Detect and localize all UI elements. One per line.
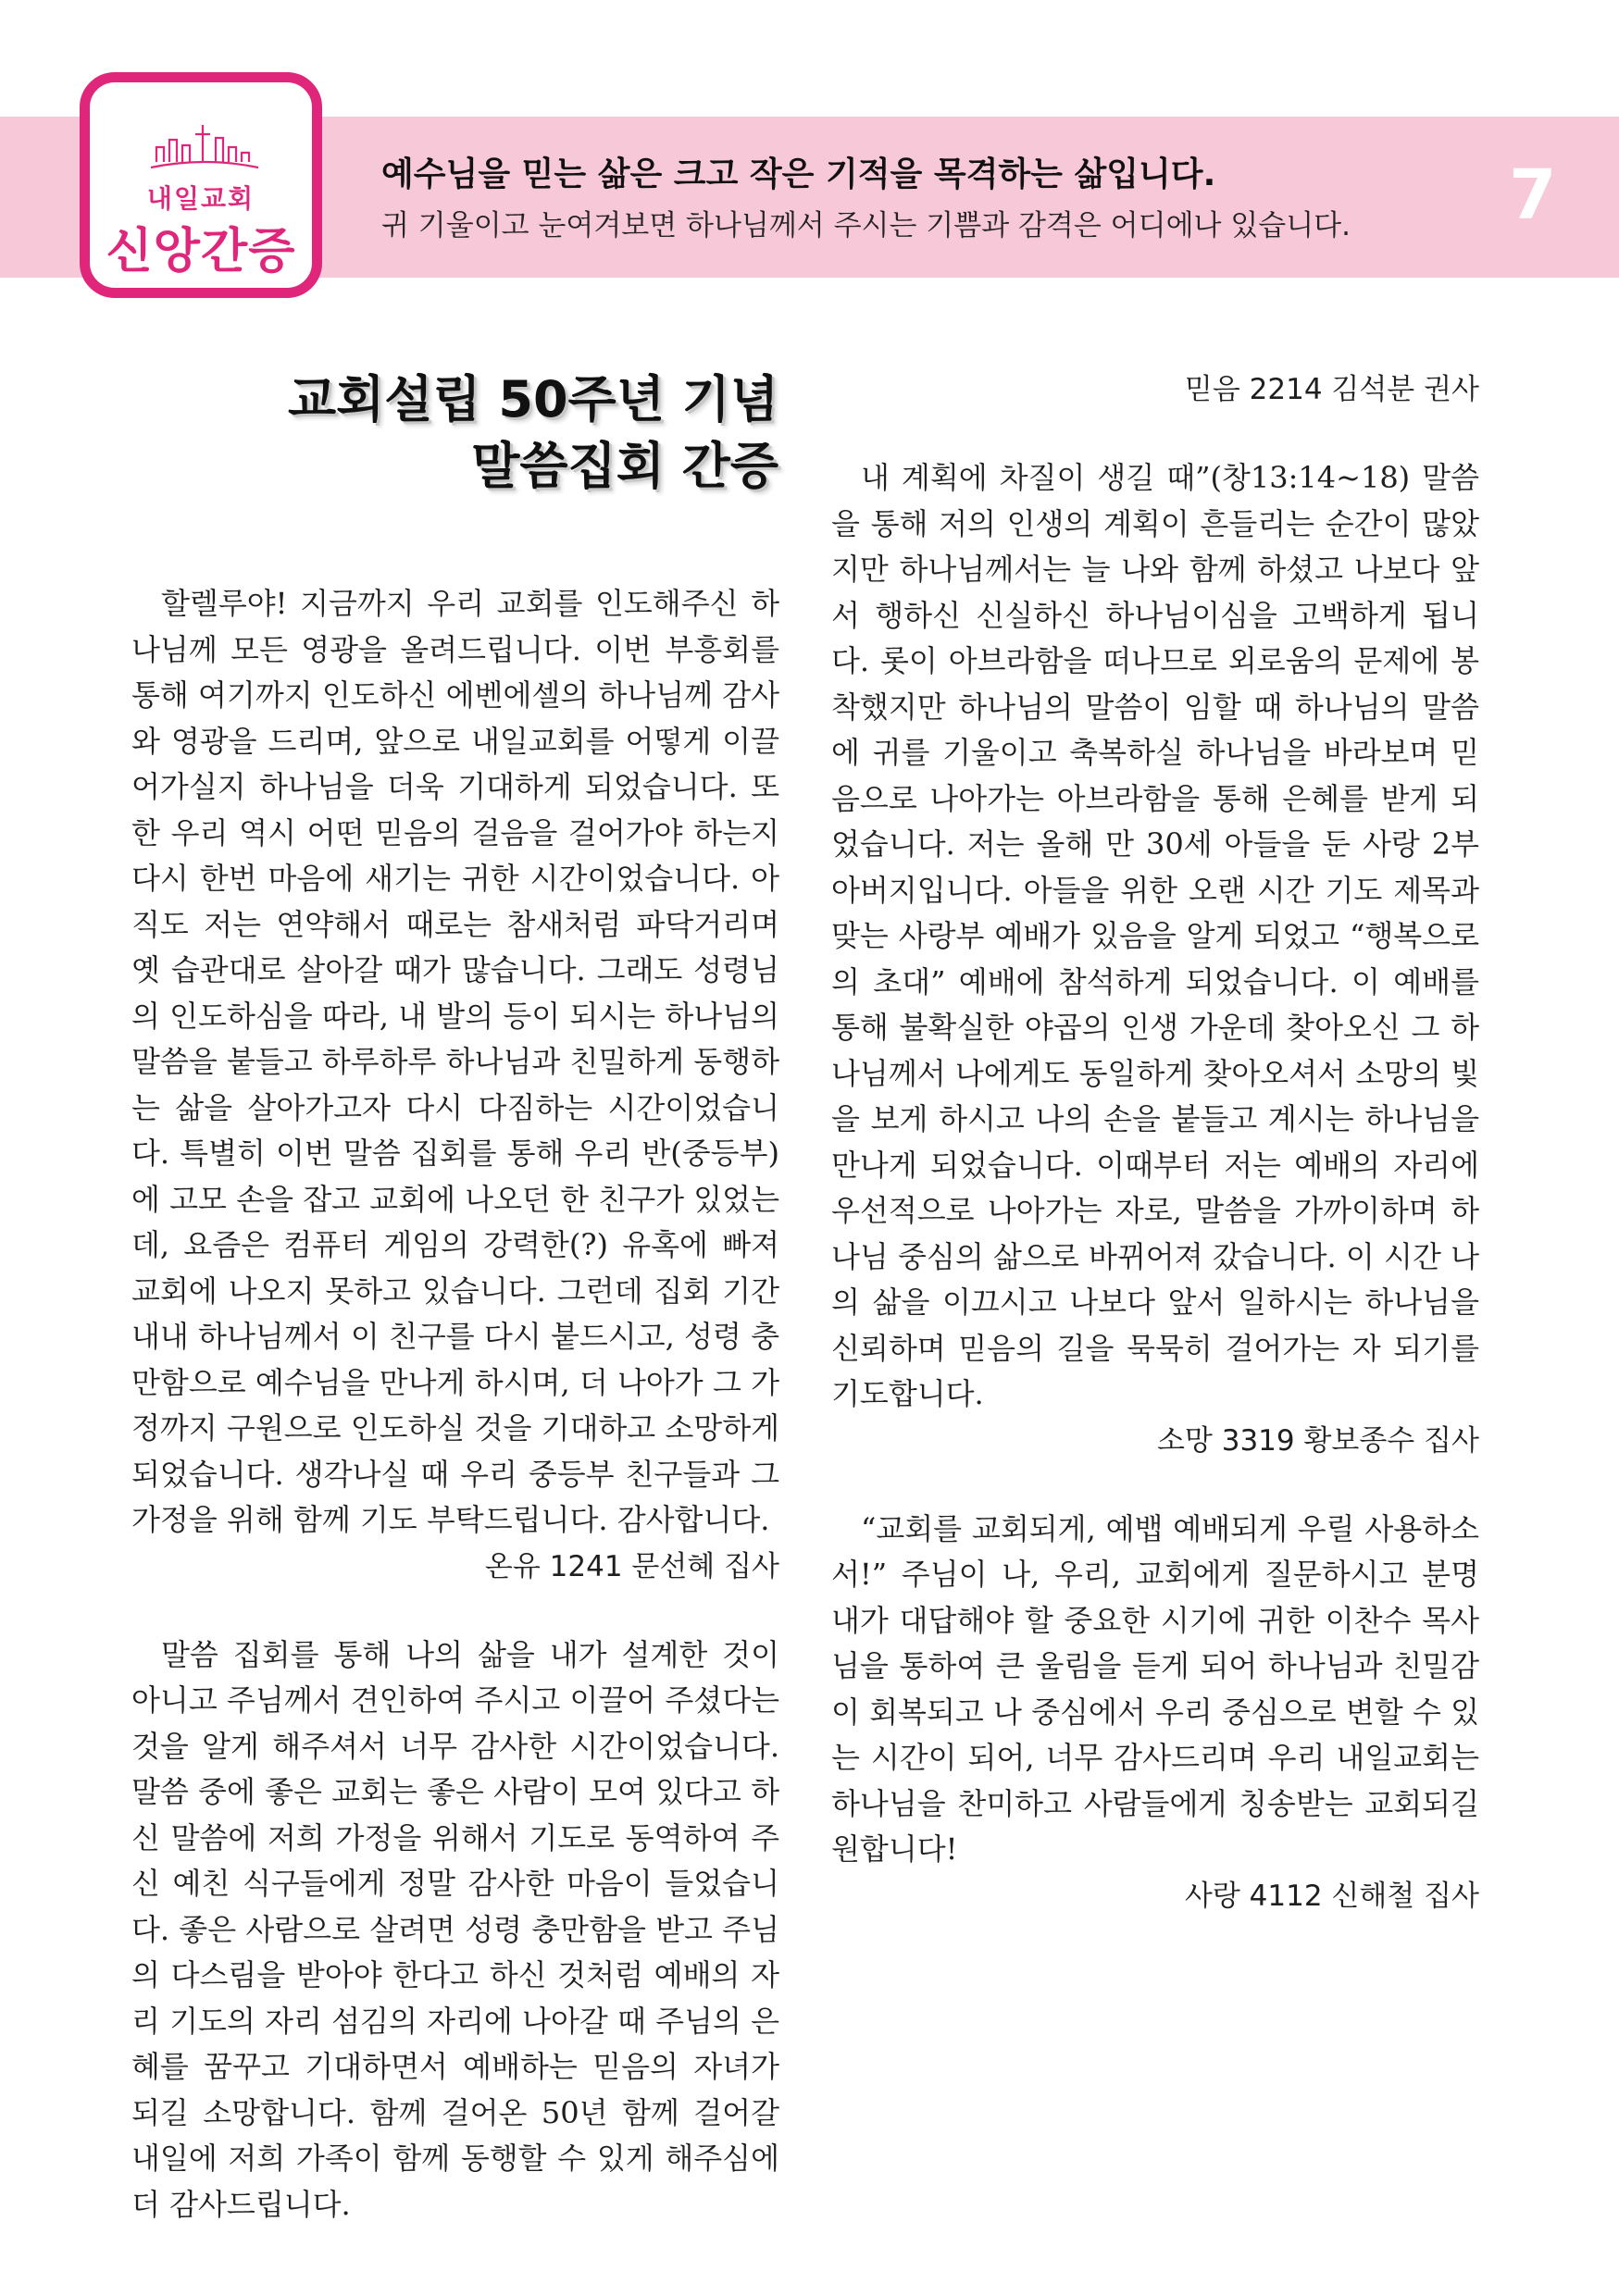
church-name: 내일교회 xyxy=(146,183,255,214)
header-subtagline: 귀 기울이고 눈여겨보면 하나님께서 주시는 기쁨과 감격은 어디에나 있습니다. xyxy=(381,209,1351,242)
right-column xyxy=(831,366,1479,1919)
testimony-text-1: 할렐루야! 지금까지 우리 교회를 인도해주신 하나님께 모든 영광을 올려드립니다. 이번 부흥회를 통해 여기까지 인도하신 에벤에셀의 하나님께 감사와 영광을 드리며, 앞으로 내일교회를 어떻게 이끌어가실지 하나님을 더욱 기대하게 되었습니다. 또한 우리 역시 어떤 믿음의 걸음을 걸어가야 하는지 다시 한번 마음에 새기는 귀한 시간이었습니다. 아직도 저는 연약해서 때로는 참새처럼 파닥거리며 옛 습관대로 살아갈 때가 많습니다. 그래도 성령님의 인도하심을 따라, 내 발의 등이 되시는 하나님의 말씀을 붙들고 하루하루 하나님과 친밀하게 동행하는 삶을 살아가고자 다시 다짐하는 시간이었습니다. 특별히 이번 말씀 집회를 통해 우리 반(중등부)에 고모 손을 잡고 교회에 나오던 한 친구가 있었는데, 요즘은 컴퓨터 게임의 강력한(?) 유혹에 빠져 교회에 나오지 못하고 있습니다. 그런데 집회 기간 내내 하나님께서 이 친구를 다시 붙드시고, 성령 충만함으로 예수님을 만나게 하시며, 더 나아가 그 가정까지 구원으로 인도하실 것을 기대하고 소망하게 되었습니다. 생각나실 때 우리 중등부 친구들과 그 가정을 위해 함께 기도 부탁드립니다. 감사합니다. xyxy=(131,586,780,1537)
article-title-line1: 교회설립 50주년 기념 xyxy=(287,370,778,428)
testimony-signature-1: 온유 1241 문선혜 집사 xyxy=(484,1549,779,1583)
testimony-signature-4: 사랑 4112 신해철 집사 xyxy=(1184,1879,1479,1913)
header-tagline: 예수님을 믿는 삶은 크고 작은 기적을 목격하는 삶입니다. xyxy=(381,155,1216,193)
section-logo xyxy=(80,72,322,298)
page-number: 7 xyxy=(1509,155,1557,235)
testimony-signature-2: 믿음 2214 김석분 권사 xyxy=(1184,373,1479,406)
church-skyline-icon xyxy=(149,119,260,175)
testimony-text-3: 내 계획에 차질이 생길 때”(창13:14~18) 말씀을 통해 저의 인생의 계획이 흔들리는 순간이 많았지만 하나님께서는 늘 나와 함께 하셨고 나보다 앞서 행하신 신실하신 하나님이심을 고백하게 됩니다. 롯이 아브라함을 떠나므로 외로움의 문제에 봉착했지만 하나님의 말씀이 임할 때 하나님의 말씀에 귀를 기울이고 축복하실 하나님을 바라보며 믿음으로 나아가는 아브라함을 통해 은혜를 받게 되었습니다. 저는 올해 만 30세 아들을 둔 사랑 2부 아버지입니다. 아들을 위한 오랜 시간 기도 제목과 맞는 사랑부 예배가 있음을 알게 되었고 “행복으로의 초대” 예배에 참석하게 되었습니다. 이 예배를 통해 불확실한 야곱의 인생 가운데 찾아오신 그 하나님께서 나에게도 동일하게 찾아오셔서 소망의 빛을 보게 하시고 나의 손을 붙들고 계시는 하나님을 만나게 되었습니다. 이때부터 저는 예배의 자리에 우선적으로 나아가는 자로, 말씀을 가까이하며 하나님 중심의 삶으로 바뀌어져 갔습니다. 이 시간 나의 삶을 이끄시고 나보다 앞서 일하시는 하나님을 신뢰하며 믿음의 길을 묵묵히 걸어가는 자 되기를 기도합니다. xyxy=(831,460,1480,1411)
article-title-line2: 말씀집회 간증 xyxy=(471,437,778,495)
left-column xyxy=(131,581,779,2228)
section-name: 신앙간증 xyxy=(106,224,296,279)
testimony-text-4: “교회를 교회되게, 예뱁 예배되게 우릴 사용하소서!” 주님이 나, 우리, 교회에게 질문하시고 분명 내가 대답해야 할 중요한 시기에 귀한 이찬수 목사님을 통하여 큰 울림을 듣게 되어 하나님과 친밀감이 회복되고 나 중심에서 우리 중심으로 변할 수 있는 시간이 되어, 너무 감사드리며 우리 내일교회는 하나님을 찬미하고 사람들에게 칭송받는 교회되길 원합니다! xyxy=(831,1510,1479,1867)
article-title xyxy=(288,366,778,500)
testimony-text-2: 말씀 집회를 통해 나의 삶을 내가 설계한 것이 아니고 주님께서 견인하여 주시고 이끌어 주셨다는 것을 알게 해주셔서 너무 감사한 시간이었습니다. 말씀 중에 좋은 교회는 좋은 사람이 모여 있다고 하신 말씀에 저희 가정을 위해서 기도로 동역하여 주신 예친 식구들에게 정말 감사한 마음이 들었습니다. 좋은 사람으로 살려면 성령 충만함을 받고 주님의 다스림을 받아야 한다고 하신 것처럼 예배의 자리 기도의 자리 섬김의 자리에 나아갈 때 주님의 은혜를 꿈꾸고 기대하면서 예배하는 믿음의 자녀가 되길 소망합니다. 함께 걸어온 50년 함께 걸어갈 내일에 저희 가족이 함께 동행할 수 있게 해주심에 더 감사드립니다. xyxy=(131,1636,780,2222)
testimony-signature-3: 소망 3319 황보종수 집사 xyxy=(1156,1423,1479,1458)
